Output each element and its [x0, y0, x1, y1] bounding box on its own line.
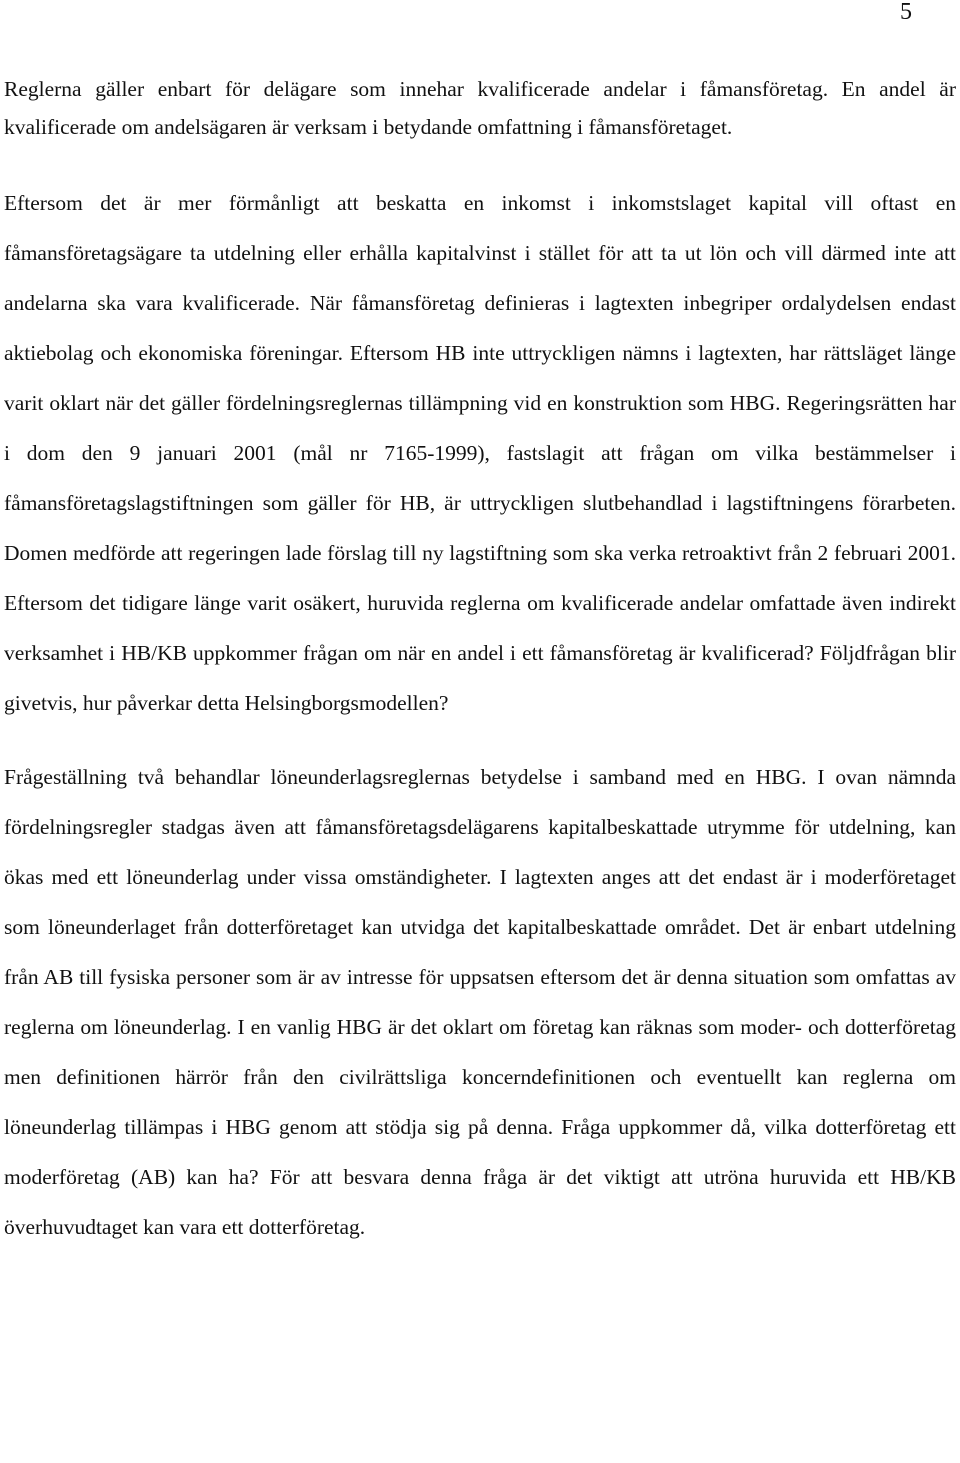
page-number: 5 — [900, 0, 912, 25]
paragraph-qualified-shares: Reglerna gäller enbart för delägare som innehar kvalificerade andelar i fåmansföretag. En andel är kvalificerade om andelsägaren är verksam i betydande omfattning i fåmansföretaget. — [4, 77, 956, 139]
paragraph-partnership-question: Eftersom det är mer förmånligt att beskatta en inkomst i inkomstslaget kapital vill oftast en fåmansföretagsägare ta utdelning eller erhålla kapitalvinst i stället för att ta ut lön och vill därmed inte att andelarna ska vara kvalificerade. När fåmansföretag definieras i lagtexten inbegriper ordalydelsen endast aktiebolag och ekonomiska föreningar. Eftersom HB inte uttryckligen nämns i lagtexten, har rättsläget länge varit oklart när det gäller fördelningsreglernas tillämpning vid en konstruktion som HBG. Regeringsrätten har i dom den 9 januari 2001 (mål nr 7165-1999), fastslagit att frågan om vilka bestämmelser i fåmansföretagslagstiftningen som gäller för HB, är uttryckligen slutbehandlad i lagstiftningens förarbeten. Domen medförde att regeringen lade förslag till ny lagstiftning som ska verka retroaktivt från 2 februari 2001. Eftersom det tidigare länge varit osäkert, huruvida reglerna om kvalificerade andelar omfattade även indirekt verksamhet i HB/KB uppkommer frågan om när en andel i ett fåmansföretag är kvalificerad? Följdfrågan blir givetvis, hur påverkar detta Helsingborgsmodellen? — [4, 191, 956, 715]
document-body — [4, 70, 956, 1252]
paragraph-salary-basis-question: Frågeställning två behandlar löneunderlagsreglernas betydelse i samband med en HBG. I ovan nämnda fördelningsregler stadgas även att fåmansföretagsdelägarens kapitalbeskattade utrymme för utdelning, kan ökas med ett löneunderlag under vissa omständigheter. I lagtexten anges att det endast är i moderföretaget som löneunderlaget från dotterföretaget kan utvidga det kapitalbeskattade området. Det är enbart utdelning från AB till fysiska personer som är av intresse för uppsatsen eftersom det är denna situation som omfattas av reglerna om löneunderlag. I en vanlig HBG är det oklart om företag kan räknas som moder- och dotterföretag men definitionen härrör från den civilrättsliga koncerndefinitionen och eventuellt kan reglerna om löneunderlag tillämpas i HBG genom att stödja sig på denna. Fråga uppkommer då, vilka dotterföretag ett moderföretag (AB) kan ha? För att besvara denna fråga är det viktigt att utröna huruvida ett HB/KB överhuvudtaget kan vara ett dotterföretag. — [4, 765, 956, 1239]
